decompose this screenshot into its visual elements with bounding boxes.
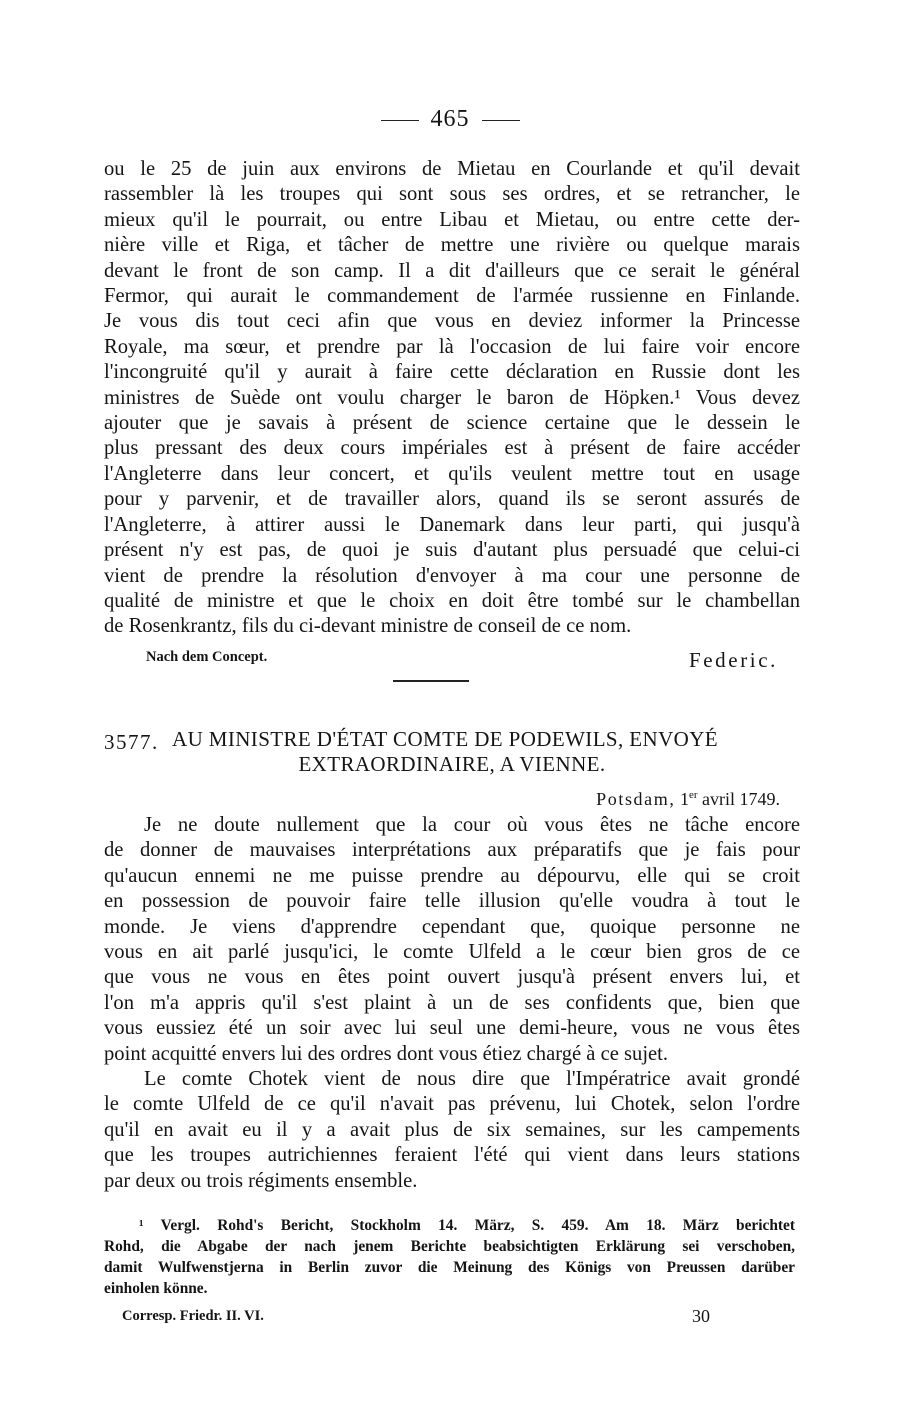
- text-line: Le comte Chotek vient de nous dire que l'Impératrice avait grondé: [144, 1068, 800, 1091]
- text-line: plus pressant des deux cours impériales est à présent de faire accéder: [104, 437, 800, 460]
- page-header: [0, 106, 900, 133]
- text-line: en possession de pouvoir faire telle illusion qu'elle voudra à tout le: [104, 890, 800, 913]
- header-dash-left: [381, 120, 419, 121]
- letter-number: 3577.: [104, 730, 159, 754]
- text-line: par deux ou trois régiments ensemble.: [104, 1169, 418, 1192]
- text-line: l'on m'a appris qu'il s'est plaint à un de ses confidents que, bien que: [104, 991, 800, 1014]
- text-line: que vous ne vous en êtes point ouvert jusqu'à présent envers lui, et: [104, 966, 800, 989]
- text-line: point acquitté envers lui des ordres dont vous étiez chargé à ce sujet.: [104, 1042, 669, 1065]
- text-line: qu'il en avait eu il y a avait plus de six semaines, sur les campements: [104, 1118, 800, 1141]
- text-line: ou le 25 de juin aux environs de Mietau en Courlande et qu'il devait: [104, 158, 800, 180]
- text-line: qu'aucun ennemi ne me puisse prendre au dépourvu, elle qui se croit: [104, 864, 800, 887]
- text-line: l'Angleterre dans leur concert, et qu'ils veulent mettre tout en usage: [104, 462, 800, 485]
- text-line: ministres de Suède ont voulu charger le baron de Höpken.¹ Vous devez: [104, 386, 800, 409]
- text-line: présent n'y est pas, de quoi je suis d'autant plus persuadé que celui-ci: [104, 539, 800, 562]
- text-line: de donner de mauvaises interprétations aux préparatifs que je fais pour: [104, 839, 800, 862]
- text-line: pour y parvenir, et de travailler alors, quand ils se seront assurés de: [104, 488, 800, 511]
- text-line: l'Angleterre, à attirer aussi le Danemark dans leur parti, qui jusqu'à: [104, 513, 800, 536]
- footnote-line: einholen könne.: [104, 1280, 208, 1297]
- dateline-place: Potsdam,: [596, 789, 676, 809]
- letter-recipient-line2: EXTRAORDINAIRE, A VIENNE.: [298, 752, 606, 776]
- text-line: que les troupes autrichiennes feraient l'été qui vient dans leurs stations: [104, 1144, 800, 1167]
- footnote: [104, 1215, 795, 1299]
- text-line: Je ne doute nullement que la cour où vous êtes ne tâche encore: [144, 814, 800, 836]
- text-line: ajouter que je savais à présent de science certaine que le dessein le: [104, 412, 800, 435]
- signature: Federic.: [688, 648, 778, 672]
- dateline-day-suffix: er: [688, 789, 698, 801]
- source-note: Nach dem Concept.: [146, 649, 268, 665]
- text-line: qualité de ministre et que le choix en doit être tombé sur le chambellan: [104, 589, 800, 612]
- letter-recipient-line1: AU MINISTRE D'ÉTAT COMTE DE PODEWILS, ENVOYÉ: [172, 727, 719, 751]
- page-footer: [122, 1308, 722, 1325]
- text-line: devant le front de son camp. Il a dit d'ailleurs que ce serait le général: [104, 259, 800, 282]
- text-line: vous en ait parlé jusqu'ici, le comte Ulfeld a le cœur bien gros de ce: [104, 941, 800, 964]
- text-line: mieux qu'il le pourrait, ou entre Libau et Mietau, ou entre cette der-: [104, 208, 800, 231]
- text-line: Royale, ma sœur, et prendre par là l'occasion de lui faire voir encore: [104, 335, 800, 358]
- text-line: vient de prendre la résolution d'envoyer à ma cour une personne de: [104, 564, 800, 587]
- text-line: Je vous dis tout ceci afin que vous en deviez informer la Princesse: [104, 310, 800, 333]
- footnote-line: damit Wulfwenstjerna in Berlin zuvor die Meinung des Königs von Preussen darüber: [104, 1259, 795, 1276]
- sheet-number: 30: [692, 1306, 710, 1326]
- text-line: l'incongruité qu'il y aurait à faire cette déclaration en Russie dont les: [104, 361, 800, 384]
- text-line: Fermor, qui aurait le commandement de l'armée russienne en Finlande.: [104, 285, 800, 308]
- page-number: 465: [430, 106, 470, 132]
- text-line: monde. Je viens d'apprendre cependant que, quoique personne ne: [104, 915, 800, 938]
- header-dash-right: [482, 120, 520, 121]
- dateline-day: 1: [679, 789, 689, 809]
- dateline: [596, 789, 780, 810]
- continuation-paragraph: [104, 157, 800, 640]
- dateline-date: avril 1749.: [702, 789, 780, 809]
- footnote-line: Rohd, die Abgabe der nach jenem Berichte beabsichtigten Erklärung sei verschoben,: [104, 1238, 795, 1255]
- section-separator: [393, 680, 469, 682]
- footer-title: Corresp. Friedr. II. VI.: [122, 1308, 264, 1324]
- text-line: nière ville et Riga, et tâcher de mettre une rivière ou quelque marais: [104, 234, 800, 257]
- text-line: vous eussiez été un soir avec lui seul une demi-heure, vous ne vous êtes: [104, 1017, 800, 1040]
- text-line: le comte Ulfeld de ce qu'il n'avait pas prévenu, lui Chotek, selon l'ordre: [104, 1093, 800, 1116]
- footnote-line: ¹ Vergl. Rohd's Bericht, Stockholm 14. März, S. 459. Am 18. März berichtet: [139, 1217, 795, 1234]
- text-line: rassembler là les troupes qui sont sous ses ordres, et se retrancher, le: [104, 183, 800, 206]
- text-line: de Rosenkrantz, fils du ci-devant ministre de conseil de ce nom.: [104, 615, 632, 638]
- letter-body: [104, 813, 800, 1194]
